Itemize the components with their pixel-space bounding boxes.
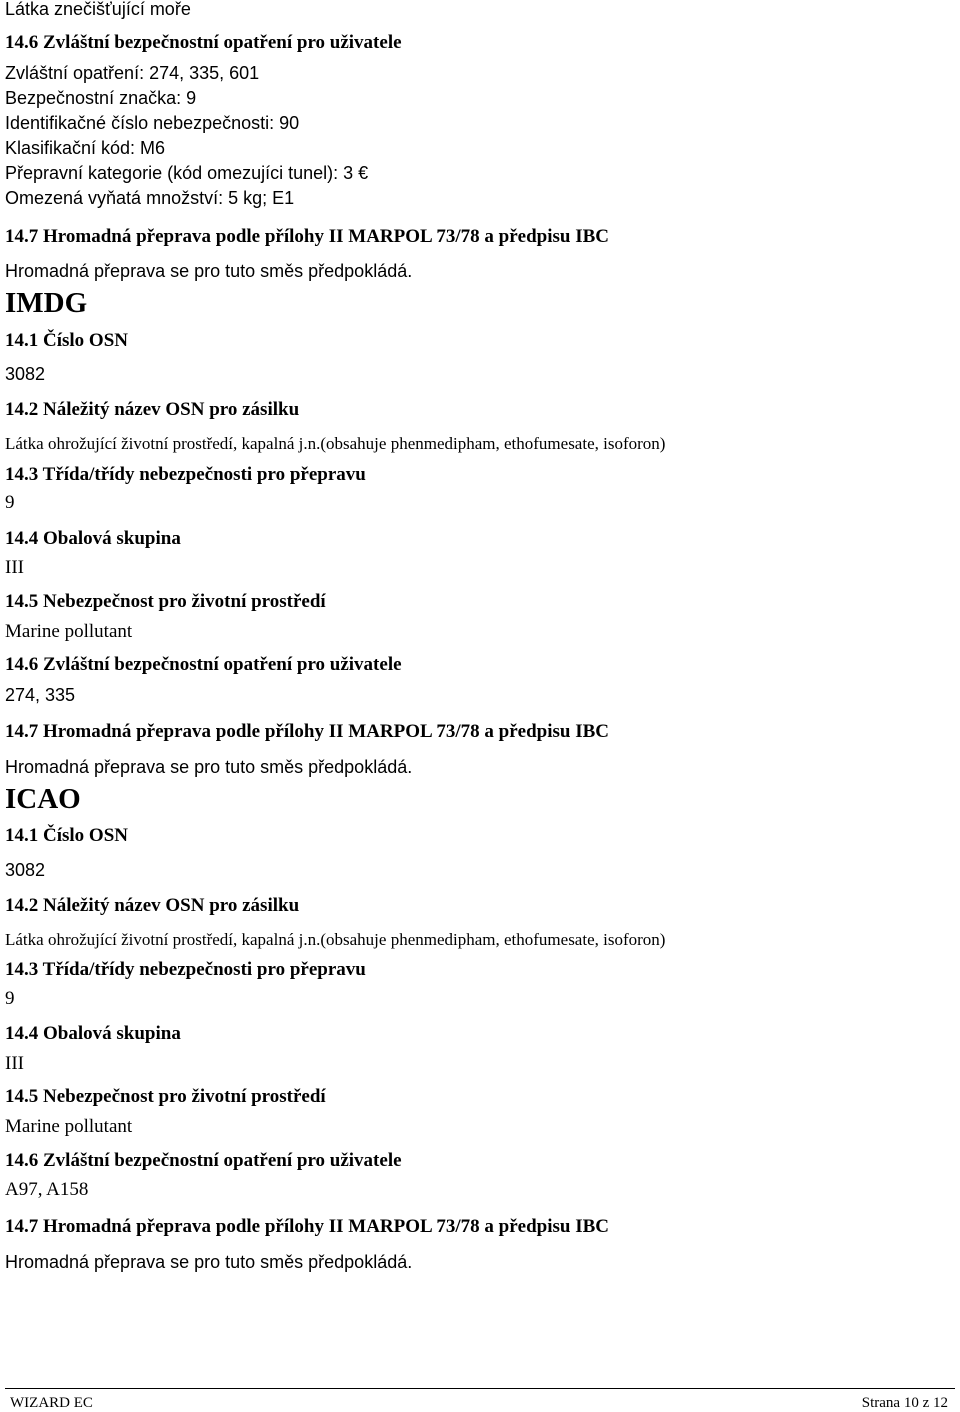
footer-divider: [5, 1388, 955, 1389]
footer-product-name: WIZARD EC: [10, 1395, 93, 1411]
imdg-environmental-hazard: Marine pollutant: [5, 621, 133, 642]
marine-pollutant-line: Látka znečišťující moře: [5, 0, 191, 19]
safety-mark-line: Bezpečnostní značka: 9: [5, 88, 197, 108]
imdg-14-7-title: 14.7 Hromadná přeprava podle přílohy II MARPOL 73/78 a předpisu IBC: [5, 721, 610, 742]
footer-page-number: Strana 10 z 12: [861, 1395, 948, 1411]
transport-category-line: Přepravní kategorie (kód omezujíci tunel): 3 €: [5, 163, 369, 183]
icao-packing-group: III: [5, 1053, 24, 1074]
icao-14-7-title: 14.7 Hromadná přeprava podle přílohy II MARPOL 73/78 a předpisu IBC: [5, 1216, 610, 1237]
icao-un-number: 3082: [5, 860, 46, 880]
icao-bulk-transport: Hromadná přeprava se pro tuto směs předpokládá.: [5, 1252, 413, 1272]
imdg-14-3-title: 14.3 Třída/třídy nebezpečnosti pro přepravu: [5, 464, 366, 485]
imdg-bulk-transport: Hromadná přeprava se pro tuto směs předpokládá.: [5, 757, 413, 777]
imdg-14-2-title: 14.2 Náležitý název OSN pro zásilku: [5, 399, 300, 420]
icao-hazard-class: 9: [5, 988, 15, 1009]
icao-14-4-title: 14.4 Obalová skupina: [5, 1023, 181, 1044]
icao-14-2-title: 14.2 Náležitý název OSN pro zásilku: [5, 895, 300, 916]
icao-heading: ICAO: [5, 783, 81, 815]
imdg-shipping-name: Látka ohrožující životní prostředí, kapalná j.n.(obsahuje phenmedipham, ethofumesate, isoforon): [5, 434, 666, 453]
icao-14-3-title: 14.3 Třída/třídy nebezpečnosti pro přepravu: [5, 959, 366, 980]
icao-special-provisions: A97, A158: [5, 1179, 89, 1200]
imdg-14-5-title: 14.5 Nebezpečnost pro životní prostředí: [5, 591, 326, 612]
icao-14-1-title: 14.1 Číslo OSN: [5, 825, 128, 846]
limited-quantity-line: Omezená vyňatá množství: 5 kg; E1: [5, 188, 295, 208]
section-14-6-title: 14.6 Zvláštní bezpečnostní opatření pro uživatele: [5, 32, 402, 53]
icao-14-6-title: 14.6 Zvláštní bezpečnostní opatření pro uživatele: [5, 1150, 402, 1171]
hazard-id-line: Identifikačné číslo nebezpečnosti: 90: [5, 113, 300, 133]
imdg-un-number: 3082: [5, 364, 46, 384]
icao-shipping-name: Látka ohrožující životní prostředí, kapalná j.n.(obsahuje phenmedipham, ethofumesate, isoforon): [5, 930, 666, 949]
imdg-14-4-title: 14.4 Obalová skupina: [5, 528, 181, 549]
section-14-7-title: 14.7 Hromadná přeprava podle přílohy II MARPOL 73/78 a předpisu IBC: [5, 226, 610, 247]
imdg-special-provisions: 274, 335: [5, 685, 76, 705]
imdg-packing-group: III: [5, 557, 24, 578]
imdg-heading: IMDG: [5, 287, 88, 319]
imdg-14-1-title: 14.1 Číslo OSN: [5, 330, 128, 351]
icao-environmental-hazard: Marine pollutant: [5, 1116, 133, 1137]
imdg-14-6-title: 14.6 Zvláštní bezpečnostní opatření pro uživatele: [5, 654, 402, 675]
classification-code-line: Klasifikační kód: M6: [5, 138, 166, 158]
imdg-hazard-class: 9: [5, 492, 15, 513]
special-provisions-line: Zvláštní opatření: 274, 335, 601: [5, 63, 260, 83]
section-14-7-text: Hromadná přeprava se pro tuto směs předpokládá.: [5, 261, 413, 281]
icao-14-5-title: 14.5 Nebezpečnost pro životní prostředí: [5, 1086, 326, 1107]
